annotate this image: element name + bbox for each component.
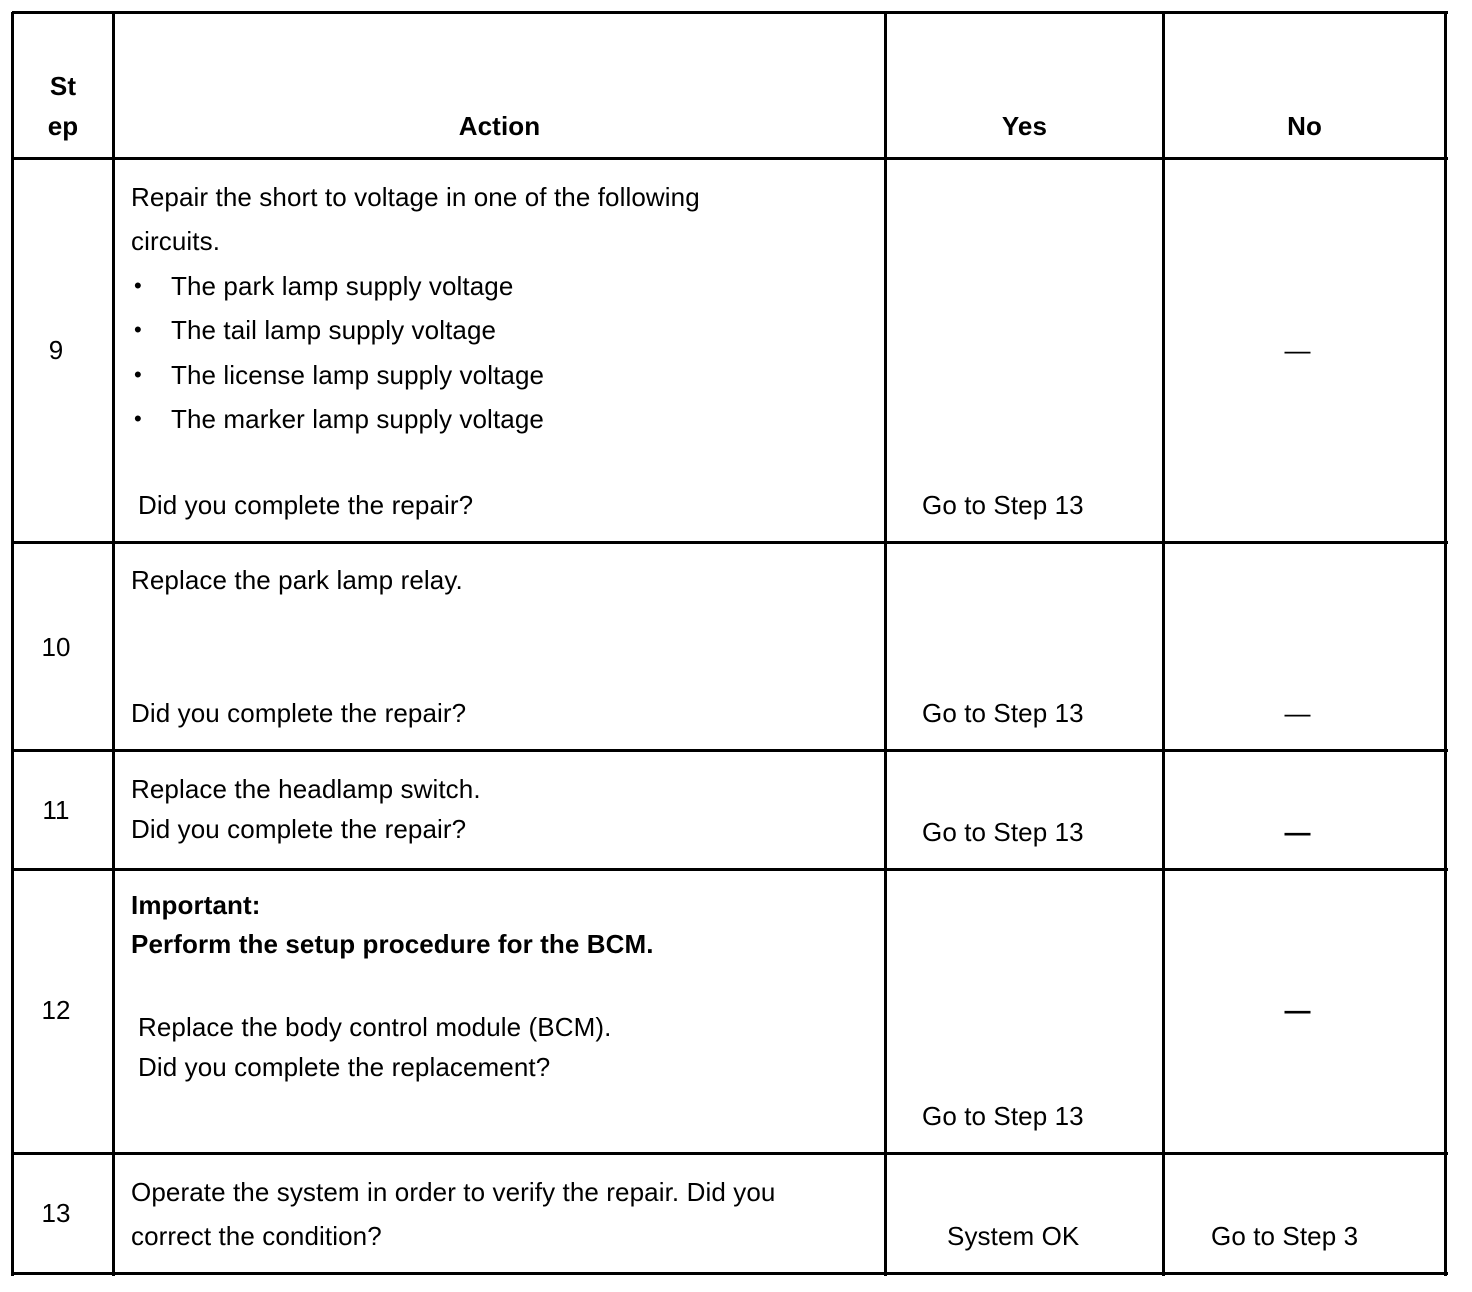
row9-question: Did you complete the repair? (138, 490, 474, 520)
row13-yes: System OK (947, 1221, 1080, 1251)
row12-important-label: Important: (131, 890, 261, 920)
step-number-12: 12 (41, 995, 71, 1025)
row-divider-12 (12, 1152, 1448, 1155)
column-divider-action (884, 12, 887, 1276)
table-border-bottom (12, 1272, 1448, 1275)
row13-no: Go to Step 3 (1211, 1221, 1359, 1251)
row10-no: — (1284, 698, 1311, 728)
row9-bullet-3: The license lamp supply voltage (171, 360, 545, 390)
row11-no: — (1284, 817, 1311, 847)
header-action: Action (458, 111, 541, 141)
bullet-icon: • (134, 406, 142, 431)
row9-no: — (1284, 335, 1311, 365)
bullet-icon: • (134, 317, 142, 342)
header-yes: Yes (1001, 111, 1048, 141)
step-number-9: 9 (48, 335, 64, 365)
row10-question: Did you complete the repair? (131, 698, 467, 728)
bullet-icon: • (134, 362, 142, 387)
column-divider-step (112, 12, 115, 1276)
table-border-top (12, 11, 1448, 14)
row13-action-line1: Operate the system in order to verify the repair. Did you (131, 1177, 776, 1207)
row11-yes: Go to Step 13 (922, 817, 1084, 847)
header-step-line2: ep (47, 111, 79, 141)
row11-action: Replace the headlamp switch. (131, 774, 481, 804)
row9-bullet-2: The tail lamp supply voltage (171, 315, 497, 345)
row12-important-text: Perform the setup procedure for the BCM. (131, 929, 654, 959)
row9-bullet-1: The park lamp supply voltage (171, 271, 514, 301)
row10-yes: Go to Step 13 (922, 698, 1084, 728)
row9-yes: Go to Step 13 (922, 490, 1084, 520)
row11-question: Did you complete the repair? (131, 814, 467, 844)
row13-action-line2: correct the condition? (131, 1221, 382, 1251)
row12-yes: Go to Step 13 (922, 1101, 1084, 1131)
step-number-11: 11 (42, 795, 70, 825)
row10-action: Replace the park lamp relay. (131, 565, 463, 595)
step-number-13: 13 (41, 1198, 71, 1228)
row9-bullet-4: The marker lamp supply voltage (171, 404, 544, 434)
row-divider-9 (12, 541, 1448, 544)
row12-no: — (1284, 995, 1311, 1025)
header-step-line1: St (49, 71, 77, 101)
row-divider-11 (12, 868, 1448, 871)
column-divider-yes (1162, 12, 1165, 1276)
bullet-icon: • (134, 273, 142, 298)
row9-action-intro-line2: circuits. (131, 226, 221, 256)
table-border-right (1444, 12, 1447, 1276)
row12-action: Replace the body control module (BCM). (138, 1012, 612, 1042)
row-divider-header (12, 157, 1448, 160)
step-number-10: 10 (41, 632, 71, 662)
row-divider-10 (12, 749, 1448, 752)
row12-question: Did you complete the replacement? (138, 1052, 551, 1082)
row9-action-intro-line1: Repair the short to voltage in one of the following (131, 182, 700, 212)
header-no: No (1287, 111, 1322, 141)
